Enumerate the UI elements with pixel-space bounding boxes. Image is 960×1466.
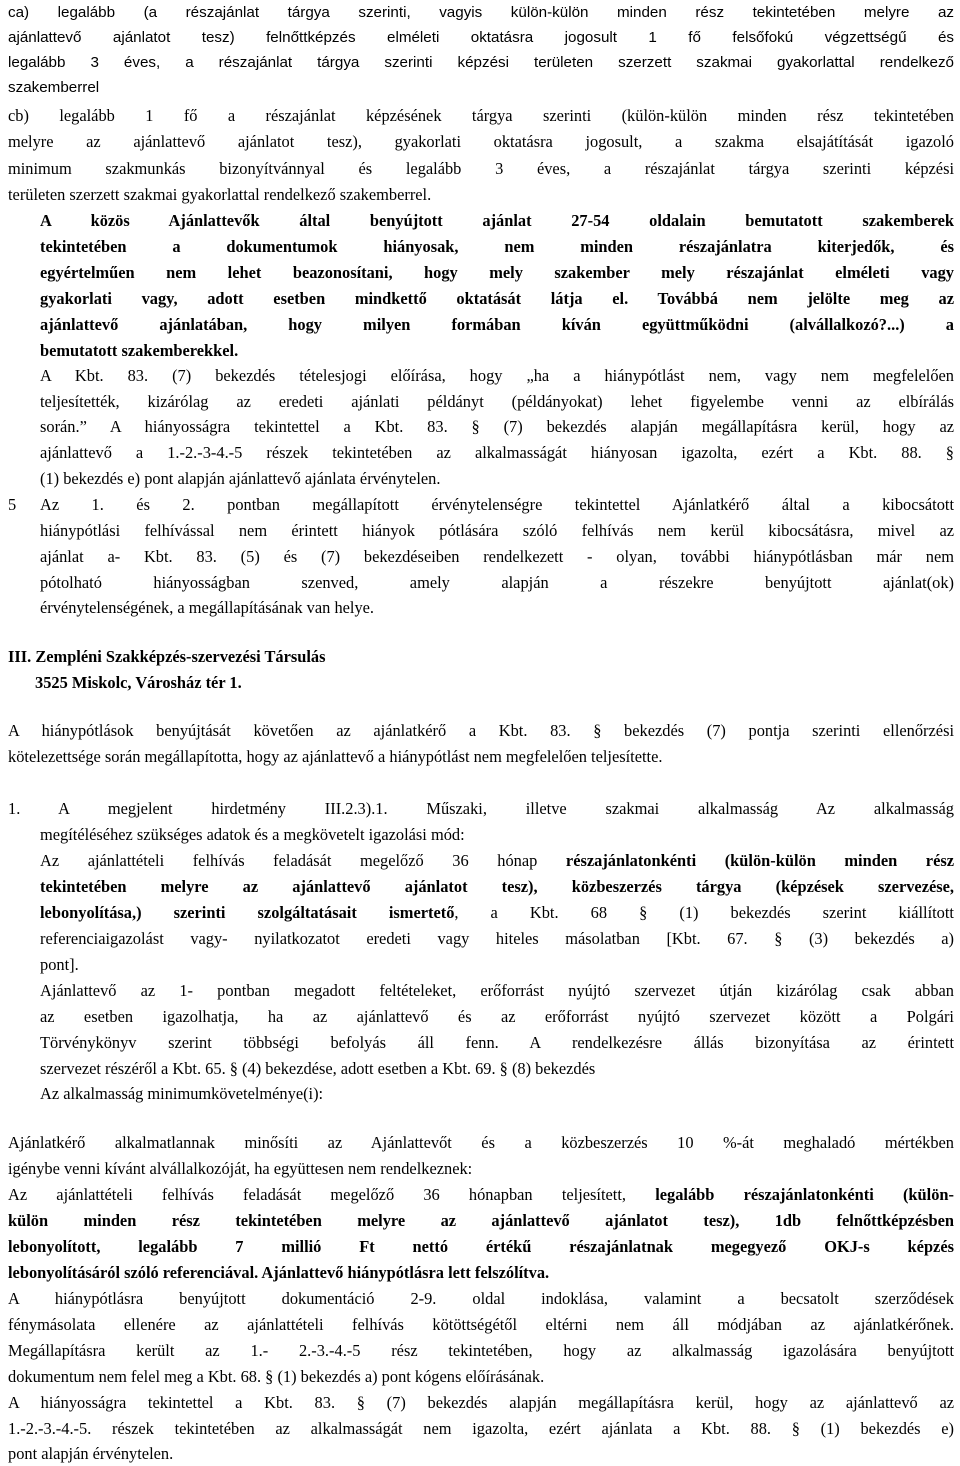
text-segment: teljesítették, kizárólag az eredeti ajánlati példányt (példányokat) lehet figyelembe venni az elbírálás [40, 392, 954, 411]
text-line-l22 [40, 546, 954, 567]
text-line-l45 [8, 1236, 954, 1257]
text-line-l10 [40, 236, 954, 257]
text-segment: érvénytelenségének, a megállapításának van helye. [40, 598, 375, 617]
text-segment: legalább részajánlatonkénti (külön- [655, 1185, 954, 1204]
text-segment: ajánlat a- Kbt. 83. (5) és (7) bekezdéseiben rendelkezett - olyan, további hiánypótlásban már nem [40, 547, 954, 566]
text-segment: külön minden rész tekintetében melyre az ajánlattevő ajánlatot tesz), 1db felnőttképzésben [8, 1211, 954, 1230]
text-line-l25 [8, 646, 325, 667]
text-segment: III. Zempléni Szakképzés-szervezési Társulás [8, 647, 326, 666]
text-segment: fénymásolata ellenére az ajánlattételi felhívás kötöttségétől eltérni nem áll módjában az ajánlatkérőnek. [8, 1315, 954, 1334]
text-line-l31 [40, 850, 954, 871]
text-line-l51 [8, 1392, 954, 1413]
text-segment: pont alapján érvénytelen. [8, 1444, 174, 1463]
text-segment: lebonyolított, legalább 7 millió Ft nettó értékű részajánlatnak megegyező OKJ-s képzés [8, 1237, 954, 1256]
text-segment: A hiánypótlások benyújtását követően az ajánlatkérő a Kbt. 83. § bekezdés (7) pontja szerinti ellenőrzési [8, 721, 954, 740]
text-line-l49 [8, 1340, 954, 1361]
text-segment: 1.-2.-3.-4.-5. részek tekintetében az alkalmasságát nem igazolta, ezért ajánlata a Kbt. 88. § (1) bekezdés e) [8, 1419, 954, 1438]
text-segment: Az ajánlattételi felhívás feladását megelőző 36 hónap [40, 851, 566, 870]
text-line-l44 [8, 1210, 954, 1231]
text-line-l33 [40, 902, 954, 923]
text-segment: ajánlattevő ajánlatában, hogy milyen formában kíván együttműködni (alvállalkozó?...) a [40, 315, 954, 334]
text-segment: Az alkalmasság minimumkövetelménye(i): [40, 1084, 324, 1103]
text-segment: ajánlattevő a 1.-2.-3-4.-5 részek tekintetében az alkalmasságát hiányosan igazolta, ezért a Kbt. 88. § [40, 443, 954, 462]
text-segment: hiánypótlási felhívással nem érintett hiányok pótlására szóló felhívás nem kerül kibocsátásra, mivel az [40, 521, 954, 540]
text-line-l18 [40, 442, 954, 463]
text-segment: Ajánlatkérő alkalmatlannak minősíti az Ajánlattevőt és a közbeszerzés 10 %-át meghaladó mértékben [8, 1133, 954, 1152]
text-line-l47 [8, 1288, 954, 1309]
text-line-l39 [40, 1058, 595, 1079]
text-segment: szakemberrel [8, 79, 100, 96]
text-segment: megítéléséhez szükséges adatok és a megkövetelt igazolási mód: [40, 825, 465, 844]
text-line-l21 [40, 520, 954, 541]
text-line-l36 [40, 980, 954, 1001]
text-line-l06 [8, 131, 954, 152]
text-segment: tekintetében melyre az ajánlattevő ajánlatot tesz), közbeszerzés tárgya (képzések szervezése, [40, 877, 954, 896]
text-line-l02 [8, 27, 954, 48]
text-segment: ajánlattevő ajánlatot tesz) felnőttképzés elméleti oktatásra jogosult 1 fő felsőfokú végzettségű és [8, 29, 954, 46]
text-line-l35 [40, 954, 79, 975]
text-segment: egyértelműen nem lehet beazonosítani, hogy mely szakember mely részajánlat elméleti vagy [40, 263, 954, 282]
text-line-l15 [40, 365, 954, 386]
text-line-l37 [40, 1006, 954, 1027]
text-segment: Megállapításra került az 1.- 2.-3.-4.-5 rész tekintetében, hogy az alkalmasság igazolására benyújtott [8, 1341, 954, 1360]
text-line-l04 [8, 77, 99, 98]
text-line-l27 [8, 720, 954, 741]
text-line-l24 [40, 597, 374, 618]
text-segment: kötelezettsége során megállapította, hogy az ajánlattevő a hiánypótlást nem megfelelően teljesítette. [8, 747, 663, 766]
text-segment: részajánlatonkénti (külön-külön minden rész [565, 851, 955, 870]
text-segment: referenciaigazolást vagy- nyilatkozatot eredeti vagy hiteles másolatban [Kbt. 67. § (3) bekezdés a) [40, 929, 954, 948]
text-line-l13 [40, 314, 954, 335]
text-line-l29 [8, 798, 954, 819]
text-line-l53 [8, 1443, 173, 1464]
text-segment: az esetben igazolhatja, ha az ajánlattevő és az erőforrást nyújtó szervezet között a Polgári [40, 1007, 954, 1026]
text-segment: minimum szakmunkás bizonyítvánnyal és legalább 3 éves, a részajánlat tárgya szerinti képzési [8, 159, 954, 178]
text-segment: területen szerzett szakmai gyakorlattal rendelkező szakemberrel. [8, 185, 432, 204]
text-line-l46 [8, 1262, 549, 1283]
text-segment: 1. A megjelent hirdetmény III.2.3).1. Műszaki, illetve szakmai alkalmasság Az alkalmasság [8, 799, 954, 818]
text-line-l41 [8, 1132, 954, 1153]
text-segment: lebonyolításáról szóló referenciával. Ajánlattevő hiánypótlásra lett felszólítva. [8, 1263, 550, 1282]
text-line-l05 [8, 105, 954, 126]
text-segment: melyre az ajánlattevő ajánlatot tesz), gyakorlati oktatásra jogosult, a szakma elsajátítását igazoló [8, 132, 954, 151]
text-line-l23 [40, 572, 954, 593]
text-line-l03 [8, 52, 954, 73]
text-segment: ca) legalább (a részajánlat tárgya szerinti, vagyis külön-külön minden rész tekintetében melyre az [8, 4, 954, 21]
text-segment: Az ajánlattételi felhívás feladását megelőző 36 hónapban teljesített, [8, 1185, 656, 1204]
text-segment: dokumentum nem felel meg a Kbt. 68. § (1) bekezdés a) pont kógens előírásának. [8, 1367, 545, 1386]
text-line-l48 [8, 1314, 954, 1335]
text-segment: Törvénykönyv szerint többségi befolyás áll fenn. A rendelkezésre állás bizonyítása az érintett [40, 1033, 954, 1052]
text-line-l52 [8, 1418, 954, 1439]
text-segment: tekintetében a dokumentumok hiányosak, nem minden részajánlatra kiterjedők, és [40, 237, 954, 256]
text-line-l28 [8, 746, 662, 767]
text-segment: A hiánypótlásra benyújtott dokumentáció 2-9. oldal indoklása, valamint a becsatolt szerződések [8, 1289, 954, 1308]
text-line-l42 [8, 1158, 472, 1179]
text-line-l17 [40, 416, 954, 437]
text-segment: A Kbt. 83. (7) bekezdés tételesjogi előírása, hogy „ha a hiánypótlást nem, vagy nem megfelelően [40, 366, 954, 385]
text-line-l38 [40, 1032, 954, 1053]
text-segment: legalább 3 éves, a részajánlat tárgya szerinti képzési területen szerzett szakmai gyakorlattal rendelkező [8, 54, 954, 71]
text-segment: A közös Ajánlattevők által benyújtott ajánlat 27-54 oldalain bemutatott szakemberek [40, 211, 954, 230]
text-segment: során.” A hiányosságra tekintettel a Kbt. 83. § (7) bekezdés alapján megállapításra kerül, hogy az [40, 417, 954, 436]
text-segment: Ajánlattevő az 1- pontban megadott feltételeket, erőforrást nyújtó szervezet útján kizárólag csak abban [40, 981, 954, 1000]
text-segment: , a Kbt. 68 § (1) bekezdés szerint kiállított [454, 903, 954, 922]
text-segment: bemutatott szakemberekkel. [40, 341, 239, 360]
text-line-l34 [40, 928, 954, 949]
text-segment: 3525 Miskolc, Városház tér 1. [35, 673, 242, 692]
text-segment: (1) bekezdés e) pont alapján ajánlattevő ajánlata érvénytelen. [40, 469, 441, 488]
text-segment: A hiányosságra tekintettel a Kbt. 83. § (7) bekezdés alapján megállapításra kerül, hogy az ajánlattevő az [8, 1393, 954, 1412]
text-segment: igénybe venni kívánt alvállalkozóját, ha együttesen nem rendelkeznek: [8, 1159, 473, 1178]
text-line-l11 [40, 262, 954, 283]
text-segment: cb) legalább 1 fő a részajánlat képzésének tárgya szerinti (külön-külön minden rész tekintetében [8, 106, 954, 125]
text-line-l43 [8, 1184, 954, 1205]
text-segment: Az 1. és 2. pontban megállapított érvénytelenségre tekintettel Ajánlatkérő által a kibocsátott [40, 495, 954, 514]
text-line-l30 [40, 824, 465, 845]
text-line-l16 [40, 391, 954, 412]
text-segment: szervezet részéről a Kbt. 65. § (4) bekezdése, adott esetben a Kbt. 69. § (8) bekezdés [40, 1059, 596, 1078]
text-line-l14 [40, 340, 238, 361]
text-line-l50 [8, 1366, 544, 1387]
text-line-l09 [40, 210, 954, 231]
text-segment: gyakorlati vagy, adott esetben mindkettő oktatását látja el. Továbbá nem jelölte meg az [40, 289, 954, 308]
text-line-l40 [40, 1083, 323, 1104]
text-segment: lebonyolítása,) szerinti szolgáltatásait ismertető [40, 903, 455, 922]
text-segment: pont]. [40, 955, 79, 974]
text-line-l07 [8, 158, 954, 179]
text-line-l26 [35, 672, 242, 693]
text-line-l32 [40, 876, 954, 897]
text-segment: pótolható hiányosságban szenved, amely alapján a részekre benyújtott ajánlat(ok) [40, 573, 954, 592]
text-line-l01 [8, 2, 954, 23]
text-line-l19 [40, 468, 440, 489]
text-line-l12 [40, 288, 954, 309]
text-line-l20 [40, 494, 954, 515]
list-number-marker: 5 [8, 495, 17, 514]
text-line-l08 [8, 184, 431, 205]
